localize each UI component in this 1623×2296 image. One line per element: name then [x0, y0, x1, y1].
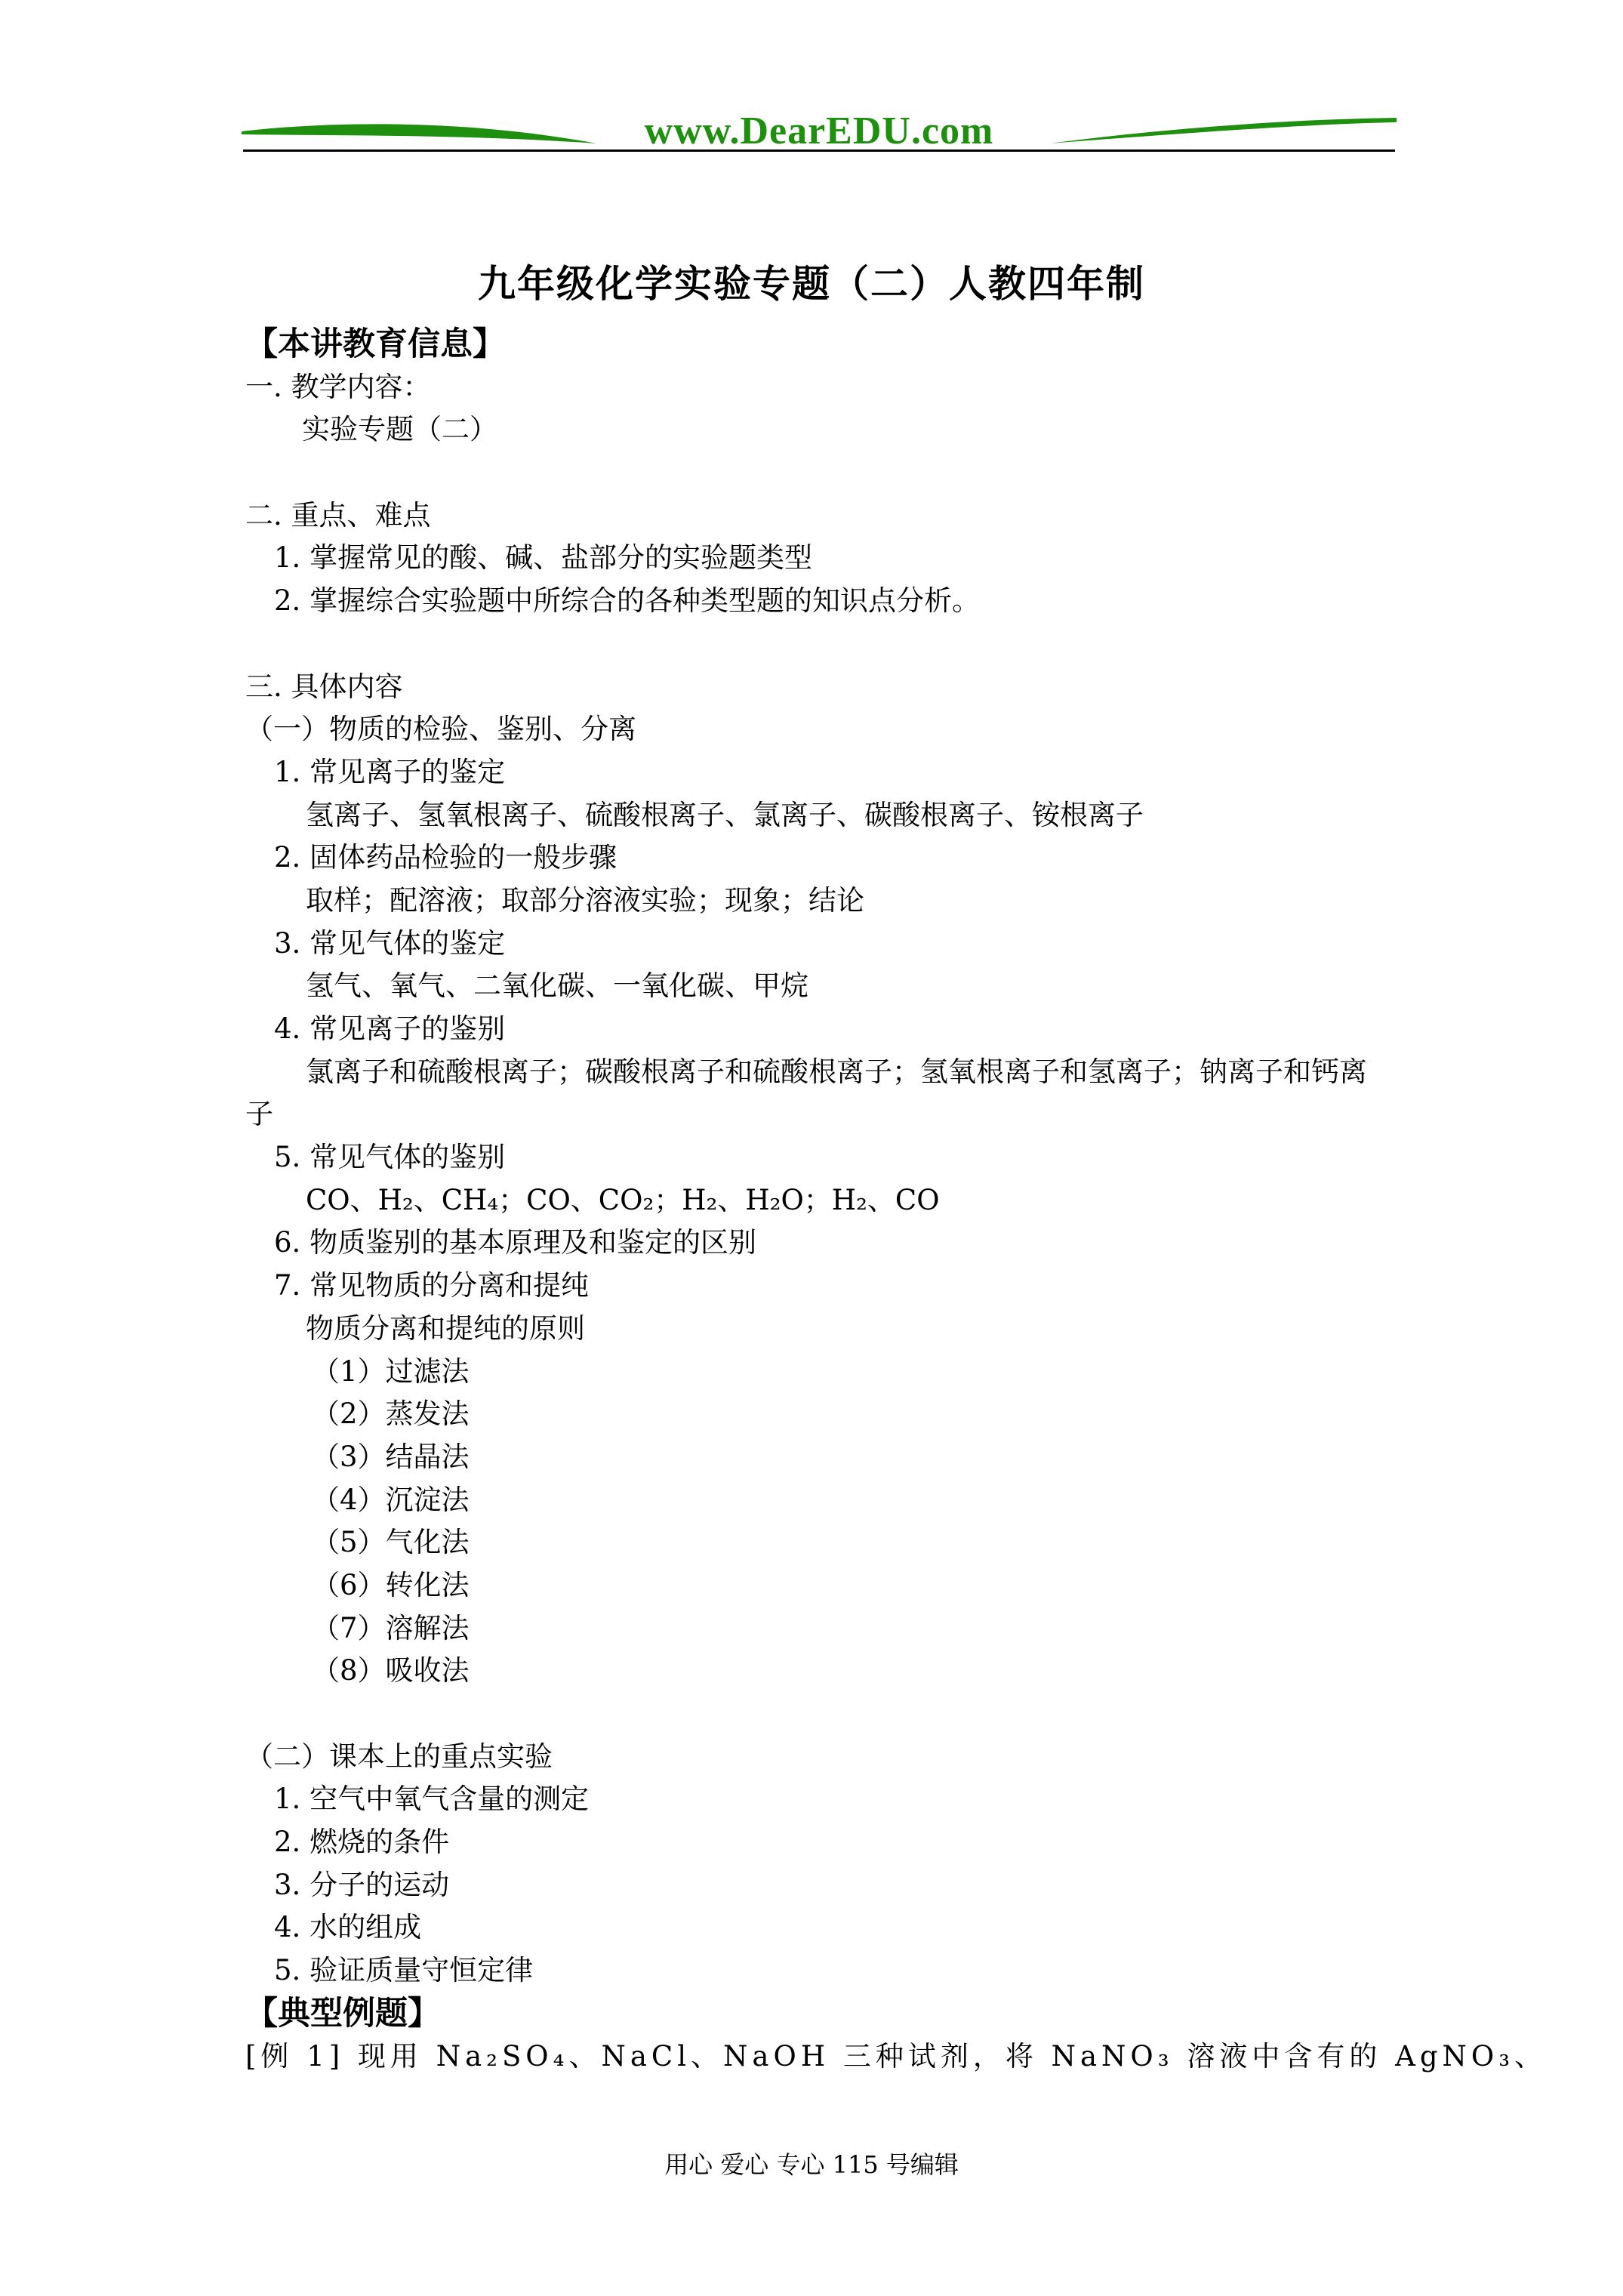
text-line: 取样；配溶液；取部分溶液实验；现象；结论 [306, 883, 864, 917]
method-item: （3）结晶法 [312, 1440, 470, 1473]
page-title: 九年级化学实验专题（二）人教四年制 [478, 261, 1145, 306]
list-item: 3. 常见气体的鉴定 [274, 926, 506, 960]
header-divider [243, 149, 1395, 152]
list-item: 2. 燃烧的条件 [274, 1826, 450, 1859]
method-item: （5）气化法 [312, 1526, 470, 1559]
list-item: 5. 验证质量守恒定律 [274, 1954, 534, 1987]
text-line: 实验专题（二） [302, 413, 497, 446]
section-heading: 【典型例题】 [245, 1994, 440, 2032]
method-item: （1）过滤法 [312, 1354, 470, 1388]
site-logo-text[interactable]: www.DearEDU.com [644, 109, 994, 153]
list-item: 1. 掌握常见的酸、碱、盐部分的实验题类型 [274, 541, 813, 575]
method-item: （8）吸收法 [312, 1654, 470, 1687]
list-item: 2. 掌握综合实验题中所综合的各种类型题的知识点分析。 [274, 584, 981, 618]
outline-heading: 一. 教学内容： [245, 370, 431, 403]
page-footer: 用心 爱心 专心 115 号编辑 [664, 2150, 959, 2179]
text-line: 子 [245, 1098, 273, 1131]
section-heading: 【本讲教育信息】 [245, 325, 505, 363]
method-item: （4）沉淀法 [312, 1483, 470, 1516]
list-item: 4. 常见离子的鉴别 [274, 1012, 506, 1045]
list-item: 1. 常见离子的鉴定 [274, 755, 506, 788]
list-item: 2. 固体药品检验的一般步骤 [274, 841, 617, 874]
text-line: 氯离子和硫酸根离子；碳酸根离子和硫酸根离子；氢氧根离子和氢离子；钠离子和钙离 [306, 1055, 1367, 1088]
formula-line: CO、H₂、CH₄；CO、CO₂；H₂、H₂O；H₂、CO [306, 1183, 940, 1216]
document-body [245, 323, 1548, 2078]
list-item: 6. 物质鉴别的基本原理及和鉴定的区别 [274, 1226, 757, 1259]
method-item: （7）溶解法 [312, 1611, 470, 1644]
outline-heading: 三. 具体内容 [245, 670, 403, 703]
subsection-heading: （一）物质的检验、鉴别、分离 [245, 713, 636, 746]
text-line: 物质分离和提纯的原则 [306, 1311, 585, 1345]
list-item: 7. 常见物质的分离和提纯 [274, 1269, 590, 1302]
list-item: 5. 常见气体的鉴别 [274, 1141, 506, 1174]
list-item: 4. 水的组成 [274, 1911, 422, 1944]
text-line: 氢气、氧气、二氧化碳、一氧化碳、甲烷 [306, 969, 808, 1003]
subsection-heading: （二）课本上的重点实验 [245, 1740, 553, 1773]
list-item: 1. 空气中氧气含量的测定 [274, 1783, 590, 1816]
method-item: （2）蒸发法 [312, 1398, 470, 1431]
text-line: 氢离子、氢氧根离子、硫酸根离子、氯离子、碳酸根离子、铵根离子 [306, 798, 1144, 831]
outline-heading: 二. 重点、难点 [245, 498, 431, 532]
list-item: 3. 分子的运动 [274, 1868, 450, 1901]
method-item: （6）转化法 [312, 1568, 470, 1601]
example-question-line: [例 1] 现用 Na₂SO₄、NaCl、NaOH 三种试剂，将 NaNO₃ 溶液中含有的 AgNO₃、 [245, 2039, 1548, 2073]
